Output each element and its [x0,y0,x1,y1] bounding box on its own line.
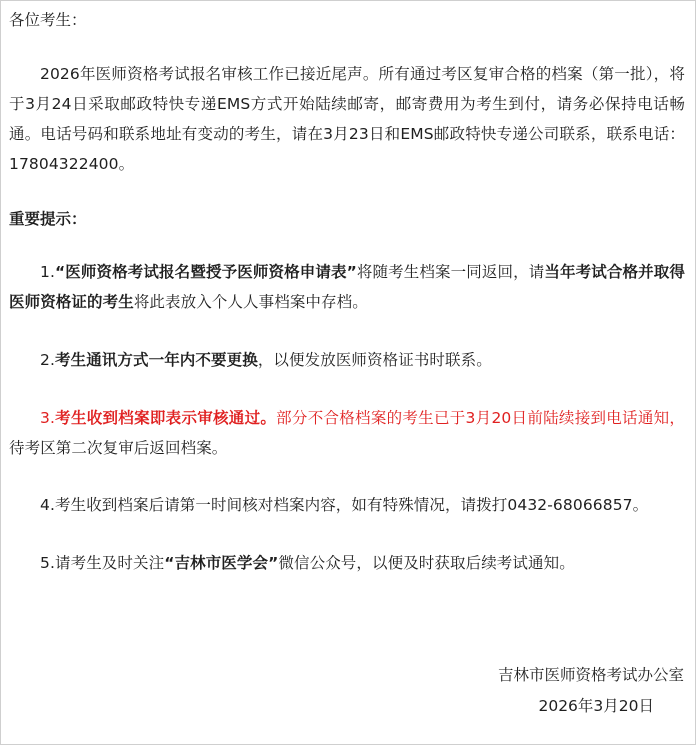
tip-4: 4.考生收到档案后请第一时间核对档案内容，如有特殊情况，请拨打0432-68066857。 [40,496,649,514]
signature-block [498,660,684,722]
tip-1-target: 当年考试合格并取得医师资格证的考生 [9,263,685,311]
tip-5 [9,548,685,578]
tip-1-form-name: “医师资格考试报名暨授予医师资格申请表” [55,263,357,281]
tip-2-emphasis: 考生通讯方式一年内不要更换 [55,351,258,369]
tip-2-suffix: ，以便发放医师资格证书时联系。 [257,351,492,369]
tip-3-prefix: 3. [40,409,55,427]
tip-2-prefix: 2. [40,351,55,369]
signature-date: 2026年3月20日 [538,697,654,715]
tip-1 [9,257,685,317]
greeting: 各位考生： [9,11,87,29]
tip-3-red-text: 部分不合格档案的考生已于3月20日前陆续接到电话通知， [276,409,685,427]
tip-2 [9,345,685,375]
tips-heading: 重要提示： [9,210,87,228]
tip-3 [9,403,685,463]
tip-5-account-name: “吉林市医学会” [164,554,279,572]
tip-1-suffix: 将此表放入个人人事档案中存档。 [133,293,368,311]
tip-3-emphasis: 考生收到档案即表示审核通过。 [55,409,277,427]
tip-1-mid: 将随考生档案一同返回，请 [356,263,545,281]
intro-paragraph: 2026年医师资格考试报名审核工作已接近尾声。所有通过考区复审合格的档案（第一批），将于3月24日采取邮政特快专递EMS方式开始陆续邮寄，邮寄费用为考生到付，请务必保持电话畅通。电话号码和联系地址有变动的考生，请在3月23日和EMS邮政特快专递公司联系，联系电话：17804322400。 [9,65,685,173]
tip-5-suffix: 微信公众号，以便及时获取后续考试通知。 [278,554,575,572]
tip-3-suffix: 待考区第二次复审后返回档案。 [9,439,228,457]
tip-1-prefix: 1. [40,263,55,281]
tip-5-prefix: 5.请考生及时关注 [40,554,165,572]
signature-office: 吉林市医师资格考试办公室 [497,666,684,684]
